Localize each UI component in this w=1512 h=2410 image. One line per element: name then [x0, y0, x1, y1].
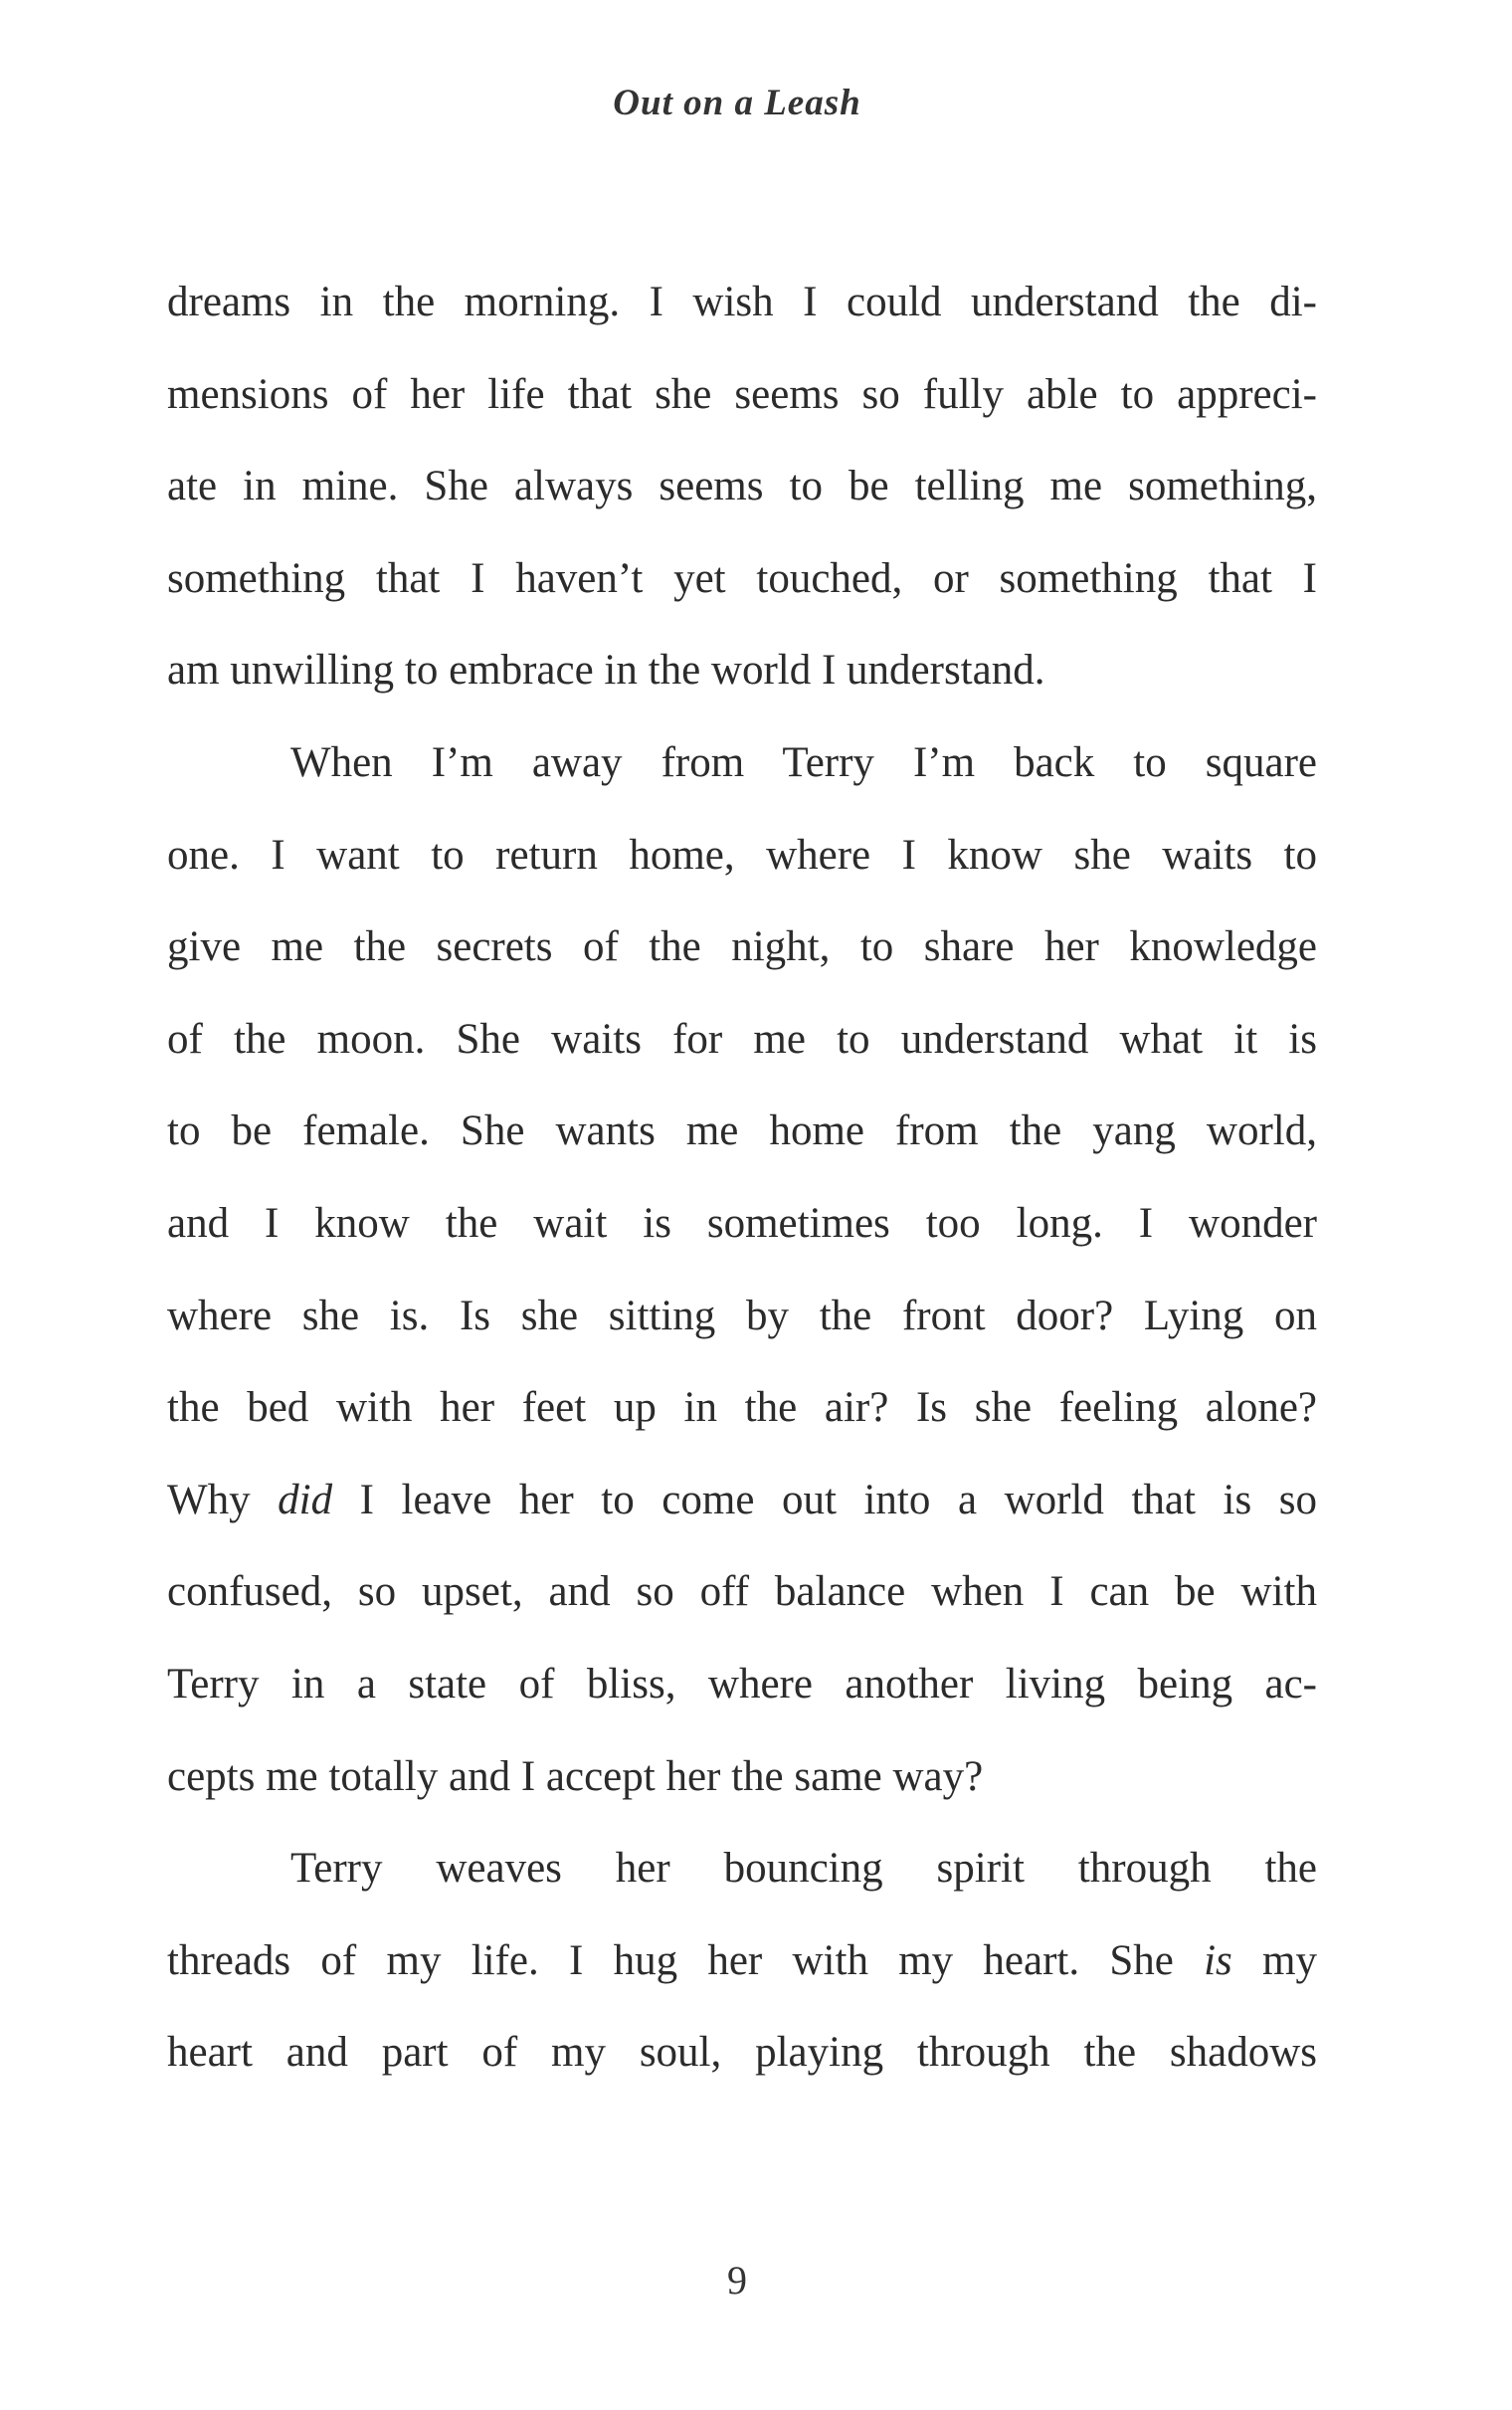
italic-emphasis: is [1204, 1936, 1232, 1984]
text-line: Terry weaves her bouncing spirit through the [290, 1845, 1317, 1893]
text-line: the bed with her feet up in the air? Is she feeling alone? [167, 1384, 1317, 1432]
text-line: where she is. Is she sitting by the front door? Lying on [167, 1292, 1317, 1339]
text-line: to be female. She wants me home from the yang world, [167, 1107, 1317, 1155]
text-line: am unwilling to embrace in the world I understand. [167, 647, 1045, 695]
text-line: threads of my life. I hug her with my heart. She is my [167, 1936, 1317, 1984]
text-line: and I know the wait is sometimes too long. I wonder [167, 1199, 1317, 1247]
text-line: mensions of her life that she seems so fully able to appreci- [167, 370, 1317, 418]
text-line: one. I want to return home, where I know she waits to [167, 831, 1317, 879]
text-line: dreams in the morning. I wish I could understand the di- [167, 279, 1317, 325]
text-line: heart and part of my soul, playing through the shadows [167, 2029, 1317, 2077]
text-line: give me the secrets of the night, to share her knowledge [167, 923, 1317, 971]
body-text [167, 257, 1317, 2100]
page-number: 9 [727, 2258, 747, 2303]
text-line: Why did I leave her to come out into a world that is so [167, 1476, 1317, 1523]
text-line: confused, so upset, and so off balance when I can be with [167, 1568, 1317, 1616]
text-line: something that I haven’t yet touched, or something that I [167, 554, 1317, 602]
text-line: Terry in a state of bliss, where another living being ac- [167, 1660, 1317, 1707]
text-line: ate in mine. She always seems to be telling me something, [167, 463, 1317, 510]
running-head: Out on a Leash [613, 83, 861, 123]
text-line: cepts me totally and I accept her the same way? [167, 1752, 984, 1800]
italic-emphasis: did [278, 1476, 333, 1523]
text-line: of the moon. She waits for me to understand what it is [167, 1015, 1317, 1063]
text-line: When I’m away from Terry I’m back to square [290, 738, 1317, 786]
